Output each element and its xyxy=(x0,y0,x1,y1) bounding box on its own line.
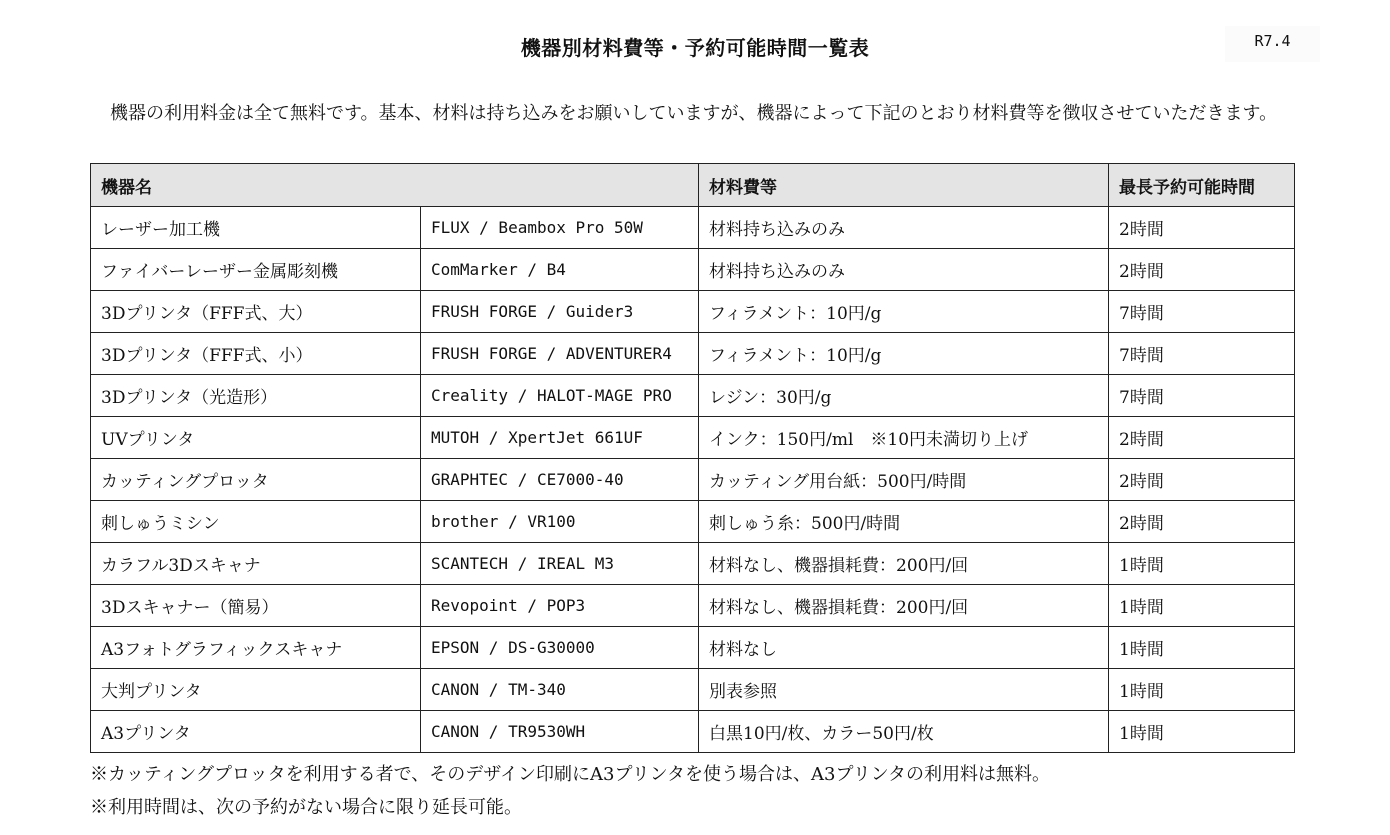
cell-model: Creality / HALOT-MAGE PRO xyxy=(421,375,699,417)
cell-max-time: 2時間 xyxy=(1109,249,1295,291)
cell-material-fee: 白黒10円/枚、カラー50円/枚 xyxy=(699,711,1109,753)
cell-material-fee: フィラメント：10円/g xyxy=(699,291,1109,333)
cell-device-name: 3Dプリンタ（FFF式、小） xyxy=(91,333,421,375)
cell-device-name: カッティングプロッタ xyxy=(91,459,421,501)
cell-model: FRUSH FORGE / Guider3 xyxy=(421,291,699,333)
cell-max-time: 7時間 xyxy=(1109,333,1295,375)
cell-max-time: 1時間 xyxy=(1109,627,1295,669)
cell-model: ComMarker / B4 xyxy=(421,249,699,291)
table-row xyxy=(91,501,1295,543)
cell-model: FLUX / Beambox Pro 50W xyxy=(421,207,699,249)
table-row xyxy=(91,543,1295,585)
cell-model: EPSON / DS-G30000 xyxy=(421,627,699,669)
cell-device-name: 大判プリンタ xyxy=(91,669,421,711)
cell-model: MUTOH / XpertJet 661UF xyxy=(421,417,699,459)
table-row xyxy=(91,669,1295,711)
cell-device-name: A3フォトグラフィックスキャナ xyxy=(91,627,421,669)
cell-device-name: カラフル3Dスキャナ xyxy=(91,543,421,585)
cell-model: FRUSH FORGE / ADVENTURER4 xyxy=(421,333,699,375)
cell-device-name: 3Dプリンタ（光造形） xyxy=(91,375,421,417)
table-body xyxy=(91,207,1295,753)
cell-model: GRAPHTEC / CE7000-40 xyxy=(421,459,699,501)
cell-model: CANON / TM-340 xyxy=(421,669,699,711)
table-row xyxy=(91,417,1295,459)
footnote-extension: ※利用時間は、次の予約がない場合に限り延長可能。 xyxy=(90,797,522,818)
intro-paragraph: 機器の利用料金は全て無料です。基本、材料は持ち込みをお願いしていますが、機器によって下記のとおり材料費等を徴収させていただきます。 xyxy=(110,103,1278,124)
cell-device-name: レーザー加工機 xyxy=(91,207,421,249)
cell-device-name: A3プリンタ xyxy=(91,711,421,753)
cell-max-time: 1時間 xyxy=(1109,711,1295,753)
cell-device-name: ファイバーレーザー金属彫刻機 xyxy=(91,249,421,291)
cell-material-fee: カッティング用台紙：500円/時間 xyxy=(699,459,1109,501)
table-row xyxy=(91,375,1295,417)
table-row xyxy=(91,291,1295,333)
cell-model: SCANTECH / IREAL M3 xyxy=(421,543,699,585)
cell-material-fee: 材料持ち込みのみ xyxy=(699,249,1109,291)
cell-model: brother / VR100 xyxy=(421,501,699,543)
cell-max-time: 2時間 xyxy=(1109,501,1295,543)
cell-device-name: 3Dスキャナー（簡易） xyxy=(91,585,421,627)
table-row xyxy=(91,333,1295,375)
table-row xyxy=(91,207,1295,249)
cell-max-time: 2時間 xyxy=(1109,207,1295,249)
table-header-row xyxy=(91,164,1295,207)
cell-max-time: 1時間 xyxy=(1109,669,1295,711)
cell-device-name: 刺しゅうミシン xyxy=(91,501,421,543)
cell-material-fee: 材料なし、機器損耗費：200円/回 xyxy=(699,543,1109,585)
cell-material-fee: 材料なし xyxy=(699,627,1109,669)
cell-max-time: 7時間 xyxy=(1109,375,1295,417)
cell-device-name: UVプリンタ xyxy=(91,417,421,459)
header-max-time: 最長予約可能時間 xyxy=(1109,164,1295,207)
cell-max-time: 1時間 xyxy=(1109,585,1295,627)
cell-device-name: 3Dプリンタ（FFF式、大） xyxy=(91,291,421,333)
cell-material-fee: レジン：30円/g xyxy=(699,375,1109,417)
cell-material-fee: 材料持ち込みのみ xyxy=(699,207,1109,249)
equipment-table xyxy=(90,163,1295,753)
cell-material-fee: 刺しゅう糸：500円/時間 xyxy=(699,501,1109,543)
cell-material-fee: インク：150円/ml ※10円未満切り上げ xyxy=(699,417,1109,459)
cell-material-fee: フィラメント：10円/g xyxy=(699,333,1109,375)
cell-model: Revopoint / POP3 xyxy=(421,585,699,627)
edition-label: R7.4 xyxy=(1225,26,1320,62)
cell-max-time: 2時間 xyxy=(1109,417,1295,459)
cell-max-time: 7時間 xyxy=(1109,291,1295,333)
table-row xyxy=(91,459,1295,501)
cell-max-time: 2時間 xyxy=(1109,459,1295,501)
cell-max-time: 1時間 xyxy=(1109,543,1295,585)
table-row xyxy=(91,711,1295,753)
header-device: 機器名 xyxy=(91,164,699,207)
cell-material-fee: 別表参照 xyxy=(699,669,1109,711)
table-row xyxy=(91,585,1295,627)
table-row xyxy=(91,249,1295,291)
cell-material-fee: 材料なし、機器損耗費：200円/回 xyxy=(699,585,1109,627)
footnote-cutting-plotter: ※カッティングプロッタを利用する者で、そのデザイン印刷にA3プリンタを使う場合は、A3プリンタの利用料は無料。 xyxy=(90,764,1051,785)
header-material: 材料費等 xyxy=(699,164,1109,207)
cell-model: CANON / TR9530WH xyxy=(421,711,699,753)
table-row xyxy=(91,627,1295,669)
page-title: 機器別材料費等・予約可能時間一覧表 xyxy=(520,36,870,60)
